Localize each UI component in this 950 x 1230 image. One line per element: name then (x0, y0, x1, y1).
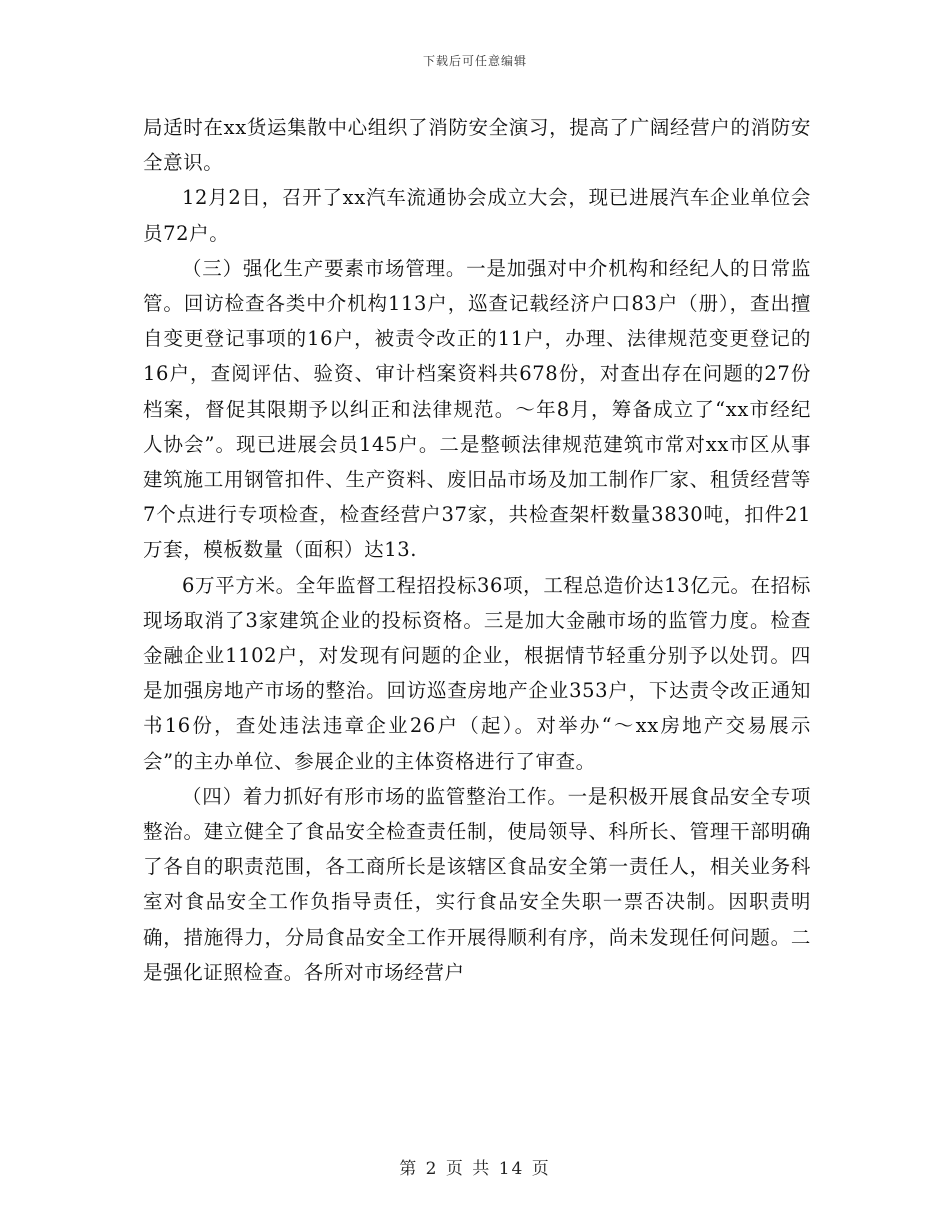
paragraph-1: 局适时在xx货运集散中心组织了消防安全演习，提高了广阔经营户的消防安全意识。 (143, 116, 811, 175)
paragraph-2: 12月2日，召开了xx汽车流通协会成立大会，现已进展汽车企业单位会员72户。 (143, 186, 811, 245)
paragraph-5: （四）着力抓好有形市场的监管整治工作。一是积极开展食品安全专项整治。建立健全了食品安全检查责任制，使局领导、科所长、管理干部明确了各自的职责范围，各工商所长是该辖区食品安全第一责任人，相关业务科室对食品安全工作负指导责任，实行食品安全失职一票否决制。因职责明确，措施得力，分局食品安全工作开展得顺利有序，尚未发现任何问题。二是强化证照检查。各所对市场经营户 (143, 784, 811, 984)
paragraph-4: 6万平方米。全年监督工程招投标36项，工程总造价达13亿元。在招标现场取消了3家建筑企业的投标资格。三是加大金融市场的监管力度。检查金融企业1102户，对发现有问题的企业，根据情节轻重分别予以处罚。四是加强房地产市场的整治。回访巡查房地产企业353户，下达责令改正通知书16份，查处违法违章企业26户（起）。对举办“～xx房地产交易展示会”的主办单位、参展企业的主体资格进行了审查。 (143, 573, 811, 773)
page-footer: 第 2 页 共 14 页 (399, 1159, 551, 1179)
page-header: 下载后可任意编辑 (422, 54, 527, 68)
document-body (143, 110, 811, 990)
paragraph-3: （三）强化生产要素市场管理。一是加强对中介机构和经纪人的日常监管。回访检查各类中介机构113户，巡查记载经济户口83户（册），查出擅自变更登记事项的16户，被责令改正的11户，办理、法律规范变更登记的16户，查阅评估、验资、审计档案资料共678份，对查出存在问题的27份档案，督促其限期予以纠正和法律规范。～年8月，筹备成立了“xx市经纪人协会”。现已进展会员145户。二是整顿法律规范建筑市常对xx市区从事建筑施工用钢管扣件、生产资料、废旧品市场及加工制作厂家、租赁经营等7个点进行专项检查，检查经营户37家，共检查架杆数量3830吨，扣件21万套，模板数量（面积）达13. (143, 256, 811, 562)
